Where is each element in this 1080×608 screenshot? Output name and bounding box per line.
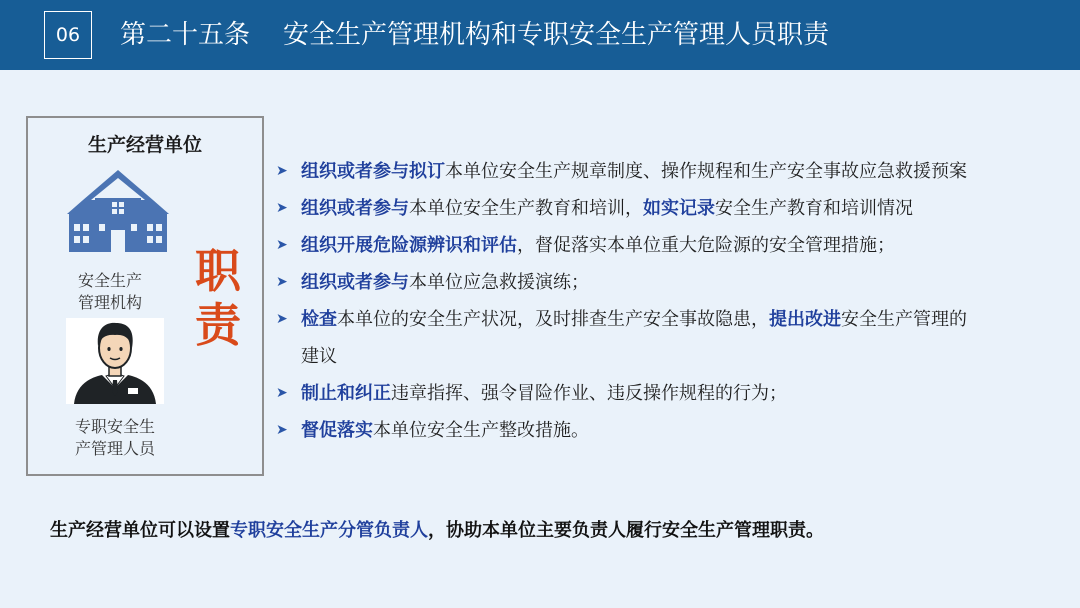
duty-highlight: 组织或者参与拟订 — [301, 161, 445, 182]
duty-text: 建议 — [301, 346, 337, 367]
arrow-bullet-icon: ➤ — [276, 237, 288, 253]
duty-text: 本单位安全生产规章制度、操作规程和生产安全事故应急救援预案 — [445, 161, 967, 182]
arrow-bullet-icon: ➤ — [276, 385, 288, 401]
duty-list — [276, 153, 1066, 449]
bottom-note-highlight: 专职安全生产分管负责人 — [230, 520, 428, 541]
arrow-bullet-icon: ➤ — [276, 274, 288, 290]
bottom-note-text: 生产经营单位可以设置 — [50, 520, 230, 541]
duty-highlight: 组织或者参与 — [301, 272, 409, 293]
bottom-note-text: ，协助本单位主要负责人履行安全生产管理职责。 — [428, 520, 824, 541]
person-icon-box — [66, 318, 164, 404]
duty-text: 安全生产管理的 — [841, 309, 967, 330]
duty-highlight: 组织或者参与 — [301, 198, 409, 219]
duty-char: 职 — [195, 244, 241, 298]
duty-item — [276, 153, 1066, 190]
arrow-bullet-icon: ➤ — [276, 163, 288, 179]
org-label-line: 安全生产 — [77, 271, 142, 290]
duty-item — [276, 190, 1066, 227]
duty-text: 本单位安全生产整改措施。 — [373, 420, 589, 441]
duty-highlight: 制止和纠正 — [301, 383, 391, 404]
duty-highlight: 如实记录 — [643, 198, 715, 219]
bottom-note — [50, 516, 824, 542]
person-label-line: 专职安全生 — [74, 417, 155, 436]
org-label-line: 管理机构 — [77, 293, 142, 312]
person-label-line: 产管理人员 — [74, 439, 155, 458]
org-panel — [26, 116, 264, 476]
duty-item — [276, 264, 1066, 301]
duty-heading — [193, 244, 243, 352]
duty-text: 本单位应急救援演练； — [409, 272, 589, 293]
page-title: 第二十五条 安全生产管理机构和专职安全生产管理人员职责 — [120, 20, 830, 50]
arrow-bullet-icon: ➤ — [276, 200, 288, 216]
duty-item — [276, 301, 1066, 375]
duty-text: 违章指挥、强令冒险作业、违反操作规程的行为； — [391, 383, 787, 404]
duty-highlight: 督促落实 — [301, 420, 373, 441]
panel-title: 生产经营单位 — [87, 134, 202, 156]
duty-text: 安全生产教育和培训情况 — [715, 198, 913, 219]
arrow-bullet-icon: ➤ — [276, 311, 288, 327]
duty-text: 本单位的安全生产状况，及时排查生产安全事故隐患， — [337, 309, 769, 330]
arrow-bullet-icon: ➤ — [276, 422, 288, 438]
section-number: 06 — [44, 11, 92, 59]
duty-highlight: 提出改进 — [769, 309, 841, 330]
duty-text: 本单位安全生产教育和培训， — [409, 198, 643, 219]
person-label — [62, 416, 168, 460]
duty-char: 责 — [195, 298, 241, 352]
org-label — [66, 270, 154, 314]
person-icon — [66, 318, 164, 404]
duty-highlight: 组织开展危险源辨识和评估 — [301, 235, 517, 256]
building-icon — [65, 168, 171, 254]
header-bar — [0, 0, 1080, 70]
duty-item — [276, 375, 1066, 412]
duty-item — [276, 412, 1066, 449]
duty-text: ，督促落实本单位重大危险源的安全管理措施； — [517, 235, 895, 256]
duty-item — [276, 227, 1066, 264]
duty-highlight: 检查 — [301, 309, 337, 330]
